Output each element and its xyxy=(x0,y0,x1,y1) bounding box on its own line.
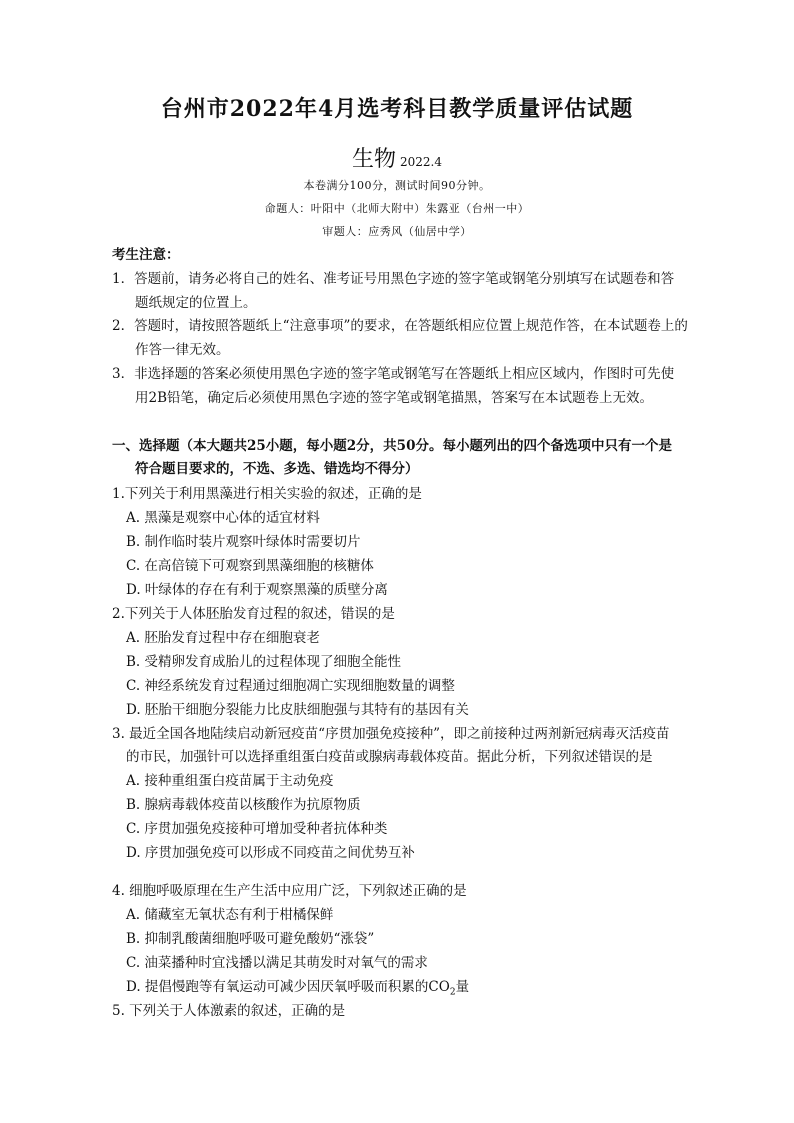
exam-title: 台州市2022年4月选考科目教学质量评估试题 xyxy=(160,96,634,122)
question-4-option-d xyxy=(126,978,469,1002)
question-2-option-a: A. 胚胎发育过程中存在细胞衰老 xyxy=(126,630,320,646)
question-4-option-d-text: D. 提倡慢跑等有氧运动可减少因厌氧呼吸而积累的CO xyxy=(126,979,450,995)
co2-subscript: 2 xyxy=(449,987,456,998)
question-4-option-d-end: 量 xyxy=(455,979,470,995)
question-3-option-c: C. 序贯加强免疫接种可增加受种者抗体种类 xyxy=(126,821,388,837)
section-heading-cont: 符合题目要求的，不选、多选、错选均不得分） xyxy=(135,461,419,477)
question-4-option-b: B. 抑制乳酸菌细胞呼吸可避免酸奶“涨袋” xyxy=(126,931,375,947)
question-1-option-d: D. 叶绿体的存在有利于观察黑藻的质壁分离 xyxy=(126,582,388,598)
authors-line: 命题人：叶阳中（北师大附中）朱露亚（台州一中） xyxy=(264,202,530,215)
notice-item-3-cont: 用2B铅笔，确定后必须使用黑色字迹的签字笔或钢笔描黑，答案写在本试题卷上无效。 xyxy=(135,390,654,406)
question-3-option-b: B. 腺病毒载体疫苗以核酸作为抗原物质 xyxy=(126,797,361,813)
subject-name: 生物 xyxy=(351,147,396,172)
section-heading: 一、选择题（本大题共25小题，每小题2分，共50分。每小题列出的四个备选项中只有一个是 xyxy=(112,438,672,454)
question-3-stem: 3. 最近全国各地陆续启动新冠疫苗“序贯加强免疫接种”，即之前接种过两剂新冠病毒灭活疫苗 xyxy=(112,726,670,742)
question-3-option-a: A. 接种重组蛋白疫苗属于主动免疫 xyxy=(126,773,334,789)
notice-item-2: 2．答题时，请按照答题纸上“注意事项”的要求，在答题纸相应位置上规范作答，在本试题卷上的 xyxy=(112,318,688,334)
question-1-stem: 1.下列关于利用黑藻进行相关实验的叙述，正确的是 xyxy=(112,486,422,502)
score-info: 本卷满分100分，测试时间90分钟。 xyxy=(303,179,491,192)
question-2-option-d: D. 胚胎干细胞分裂能力比皮肤细胞强与其特有的基因有关 xyxy=(126,702,469,718)
question-4-option-a: A. 储藏室无氧状态有利于柑橘保鲜 xyxy=(126,907,334,923)
notice-item-3: 3．非选择题的答案必须使用黑色字迹的签字笔或钢笔写在答题纸上相应区域内，作图时可先使 xyxy=(112,366,675,382)
question-5-stem: 5. 下列关于人体激素的叙述，正确的是 xyxy=(112,1003,346,1019)
question-3-option-d: D. 序贯加强免疫可以形成不同疫苗之间优势互补 xyxy=(126,845,415,861)
question-1-option-c: C. 在高倍镜下可观察到黑藻细胞的核糖体 xyxy=(126,558,374,574)
question-3-stem-cont: 的市民，加强针可以选择重组蛋白疫苗或腺病毒载体疫苗。据此分析，下列叙述错误的是 xyxy=(126,749,653,765)
notice-item-1-cont: 题纸规定的位置上。 xyxy=(135,295,257,311)
subject-line xyxy=(0,142,794,173)
question-2-stem: 2.下列关于人体胚胎发育过程的叙述，错误的是 xyxy=(112,606,395,622)
notice-item-2-cont: 作答一律无效。 xyxy=(135,342,230,358)
question-1-option-a: A. 黑藻是观察中心体的适宜材料 xyxy=(126,510,320,526)
question-4-option-c: C. 油菜播种时宜浅播以满足其萌发时对氧气的需求 xyxy=(126,955,428,971)
question-2-option-c: C. 神经系统发育过程通过细胞凋亡实现细胞数量的调整 xyxy=(126,678,455,694)
question-2-option-b: B. 受精卵发育成胎儿的过程体现了细胞全能性 xyxy=(126,654,402,670)
exam-date: 2022.4 xyxy=(400,155,442,169)
reviewer-line: 审题人：应秀风（仙居中学） xyxy=(322,225,472,238)
question-1-option-b: B. 制作临时装片观察叶绿体时需要切片 xyxy=(126,534,361,550)
notice-item-1: 1．答题前，请务必将自己的姓名、准考证号用黑色字迹的签字笔或钢笔分别填写在试题卷和答 xyxy=(112,271,675,287)
notice-heading: 考生注意： xyxy=(112,247,180,263)
question-4-stem: 4. 细胞呼吸原理在生产生活中应用广泛，下列叙述正确的是 xyxy=(112,883,467,899)
